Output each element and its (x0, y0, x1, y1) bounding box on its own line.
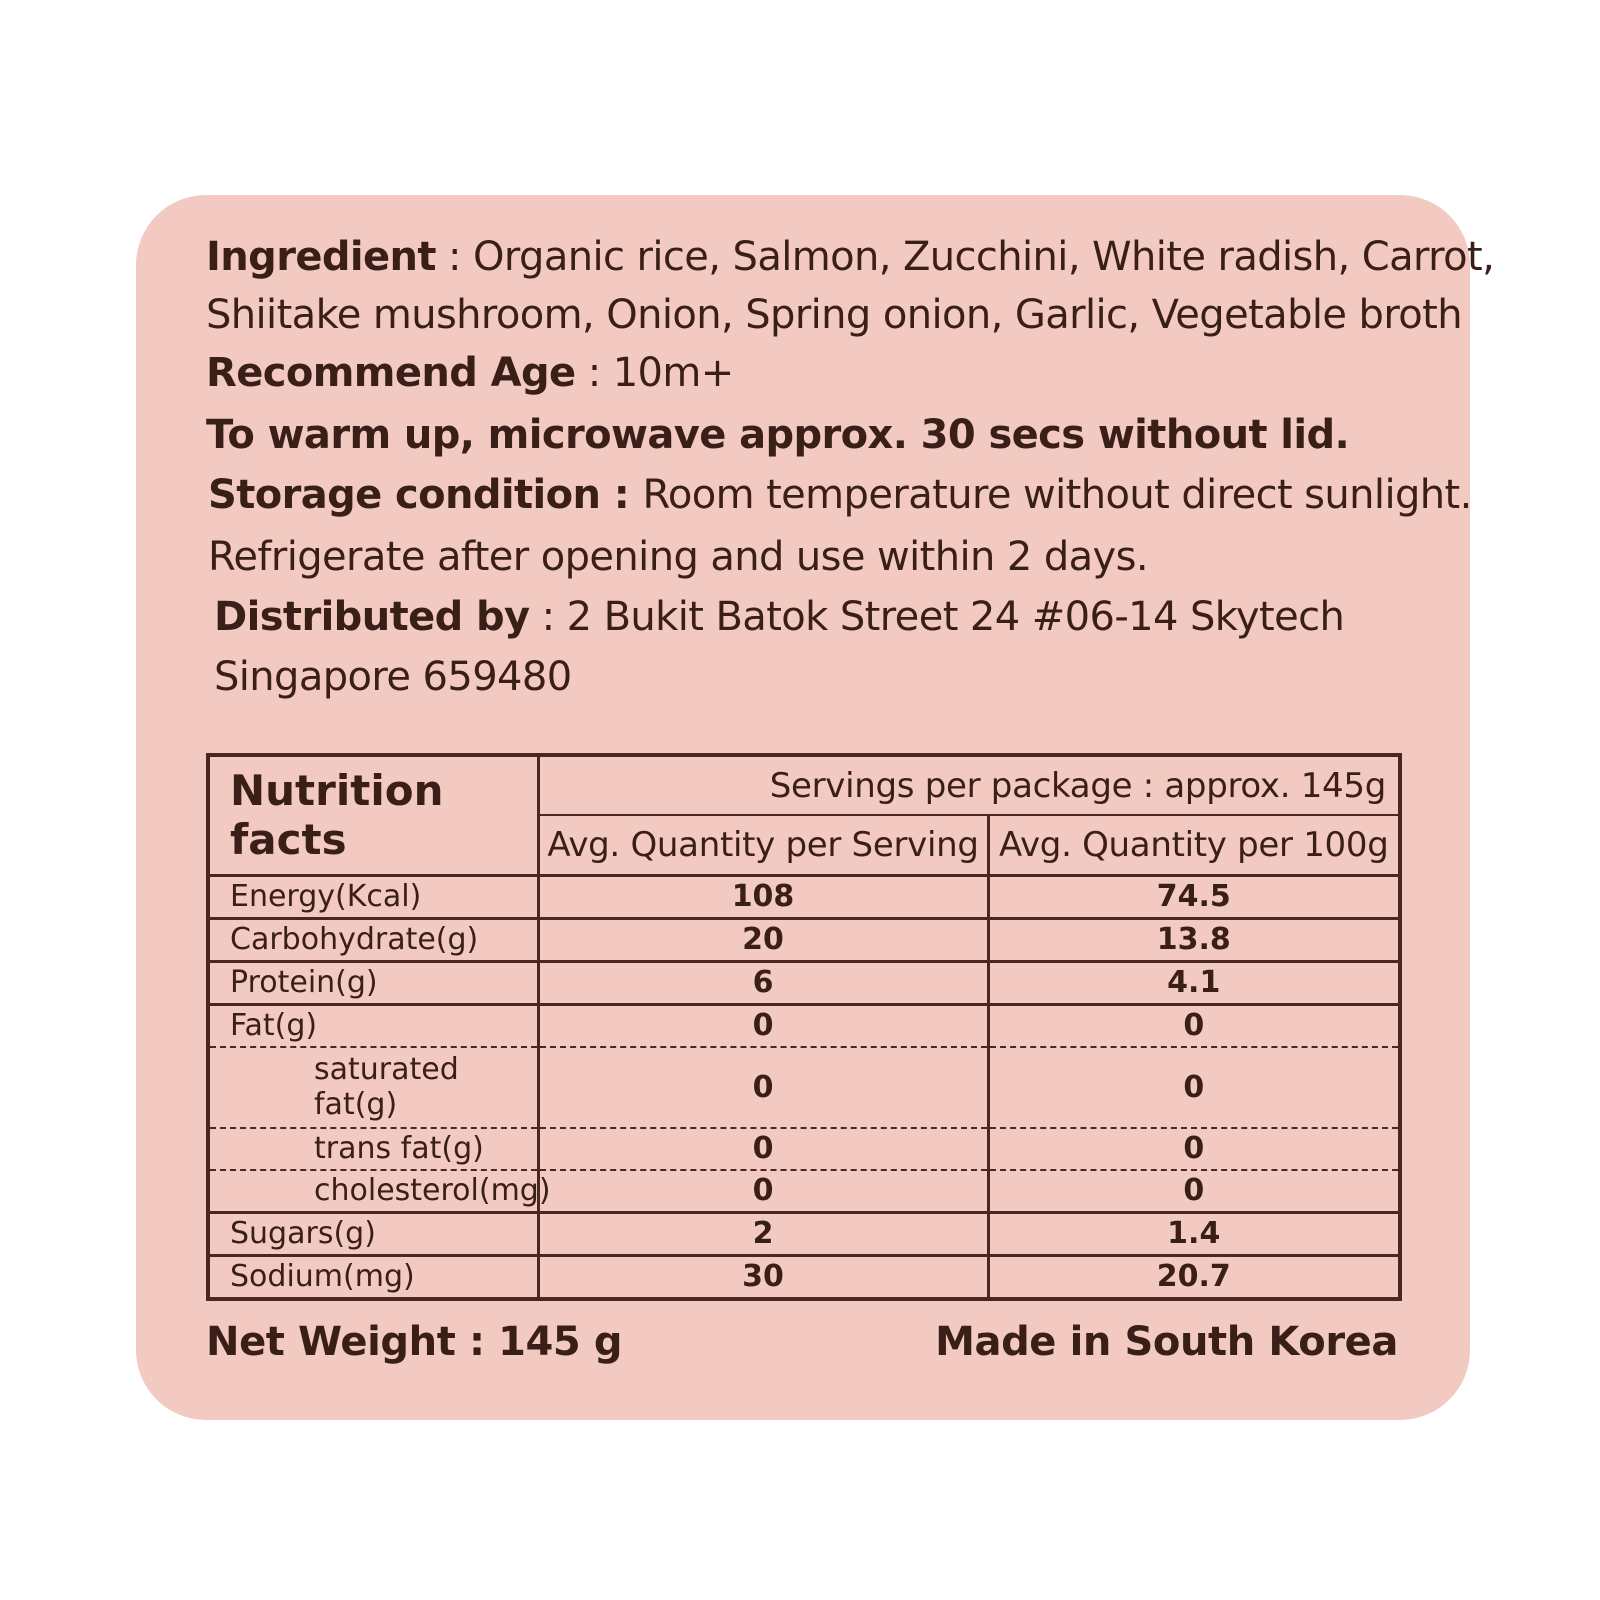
table-row (208, 961, 1400, 1004)
per-serving-value: 6 (538, 961, 988, 1004)
per-serving-value: 108 (538, 875, 988, 918)
table-row (208, 1128, 1400, 1170)
nutrient-name: Fat(g) (208, 1004, 538, 1046)
storage-line (208, 472, 1472, 518)
table-row (208, 918, 1400, 961)
per-serving-value: 20 (538, 918, 988, 961)
per-serving-value: 0 (538, 1047, 988, 1129)
distributor-address-1: 2 Bukit Batok Street 24 #06-14 Skytech (566, 594, 1345, 640)
column-header-per-serving: Avg. Quantity per Serving (538, 815, 988, 875)
table-row (208, 875, 1400, 918)
per-100g-value: 4.1 (988, 961, 1400, 1004)
age-value: 10m+ (612, 350, 734, 396)
table-row (208, 1047, 1400, 1129)
servings-per-package: Servings per package : approx. 145g (538, 755, 1400, 815)
table-row (208, 1004, 1400, 1046)
nutrition-title: Nutrition facts (230, 766, 444, 865)
nutrient-name: Carbohydrate(g) (208, 918, 538, 961)
nutrient-name: cholesterol(mg) (208, 1170, 538, 1212)
per-100g-value: 0 (988, 1128, 1400, 1170)
age-label: Recommend Age (206, 350, 576, 396)
table-row (208, 1212, 1400, 1255)
storage-label: Storage condition : (208, 472, 643, 518)
column-header-per-100g: Avg. Quantity per 100g (988, 815, 1400, 875)
per-100g-value: 20.7 (988, 1255, 1400, 1299)
per-serving-value: 30 (538, 1255, 988, 1299)
label-panel (136, 195, 1495, 1420)
per-serving-value: 0 (538, 1128, 988, 1170)
nutrient-name: Sodium(mg) (208, 1255, 538, 1299)
ingredient-list-2: Shiitake mushroom, Onion, Spring onion, Garlic, Vegetable broth (206, 292, 1462, 338)
nutrient-name: Sugars(g) (208, 1212, 538, 1255)
warm-instruction: To warm up, microwave approx. 30 secs without lid. (206, 412, 1350, 458)
per-100g-value: 0 (988, 1004, 1400, 1046)
nutrition-header-row (208, 755, 1400, 815)
ingredient-label: Ingredient (206, 234, 436, 280)
ingredient-separator: : (435, 234, 474, 280)
nutrient-name: Energy(Kcal) (208, 875, 538, 918)
ingredient-line (206, 234, 1495, 280)
distributor-address-2: Singapore 659480 (214, 654, 572, 700)
nutrient-name: trans fat(g) (208, 1128, 538, 1170)
age-line (206, 350, 734, 396)
storage-text-1: Room temperature without direct sunlight. (642, 472, 1472, 518)
distributor-separator: : (529, 594, 567, 640)
country-of-origin: Made in South Korea (935, 1319, 1398, 1365)
per-100g-value: 74.5 (988, 875, 1400, 918)
table-row (208, 1170, 1400, 1212)
ingredient-list-1: Organic rice, Salmon, Zucchini, White radish, Carrot, (473, 234, 1495, 280)
per-100g-value: 0 (988, 1170, 1400, 1212)
per-serving-value: 0 (538, 1004, 988, 1046)
distributor-line (214, 594, 1345, 640)
nutrition-table (206, 753, 1402, 1301)
table-row (208, 1255, 1400, 1299)
net-weight: Net Weight : 145 g (206, 1319, 623, 1365)
distributor-label: Distributed by (214, 594, 530, 640)
per-serving-value: 0 (538, 1170, 988, 1212)
nutrient-name: saturated fat(g) (208, 1047, 538, 1129)
nutrient-name: Protein(g) (208, 961, 538, 1004)
per-100g-value: 13.8 (988, 918, 1400, 961)
per-serving-value: 2 (538, 1212, 988, 1255)
storage-text-2: Refrigerate after opening and use within 2 days. (208, 534, 1148, 580)
per-100g-value: 0 (988, 1047, 1400, 1129)
per-100g-value: 1.4 (988, 1212, 1400, 1255)
age-separator: : (575, 350, 613, 396)
